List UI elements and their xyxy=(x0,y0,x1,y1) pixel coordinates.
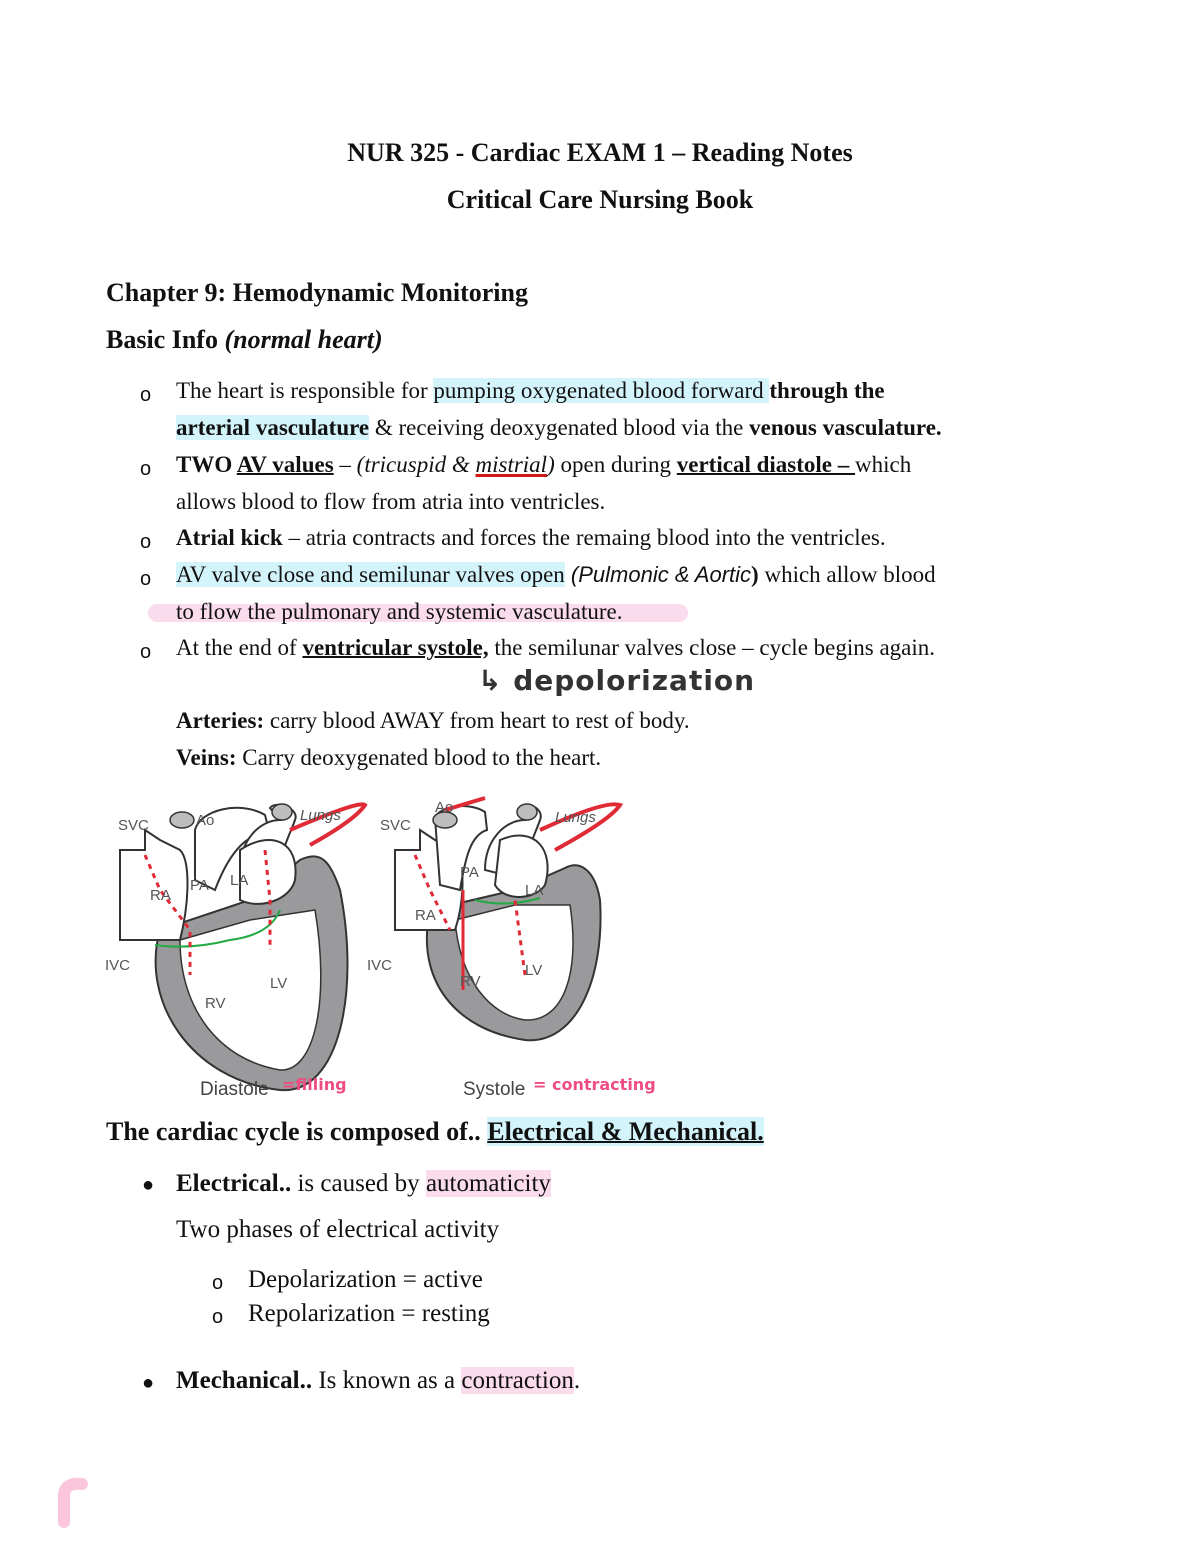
bullet-marker: o xyxy=(140,641,152,663)
two-phases-line: Two phases of electrical activity xyxy=(176,1216,500,1243)
label-lv: LV xyxy=(270,975,288,992)
bold-text: venous vasculature. xyxy=(749,415,942,440)
diastole-heart xyxy=(105,804,365,1100)
arteries-label: Arteries: xyxy=(176,708,265,733)
label-ao: Ao xyxy=(435,799,454,816)
text: is caused by xyxy=(291,1170,426,1197)
label-la: LA xyxy=(525,882,544,899)
bullet-disc: ● xyxy=(142,1372,155,1394)
bullet-2-line-2: allows blood to flow from atria into ventricles. xyxy=(176,489,606,514)
label-ao: Ao xyxy=(196,812,215,829)
label-ra: RA xyxy=(415,907,436,924)
basic-info-note: (normal heart) xyxy=(224,325,383,354)
bullet-3 xyxy=(176,525,886,551)
bold-text: ) xyxy=(751,562,759,587)
label-svc: SVC xyxy=(118,817,149,834)
electrical-label: Electrical.. xyxy=(176,1170,292,1197)
italic-text: (tricuspid & xyxy=(356,452,476,477)
text: & receiving deoxygenated blood via the xyxy=(369,415,750,440)
veins-label: Veins: xyxy=(176,745,237,770)
pen-stroke xyxy=(64,1484,82,1522)
diastole-label: Diastole xyxy=(200,1079,269,1100)
label-rv: RV xyxy=(205,995,226,1012)
aorta-opening xyxy=(517,804,537,820)
underlined-text: ventricular systole, xyxy=(302,635,489,660)
label-ra: RA xyxy=(150,887,171,904)
systole-heart xyxy=(367,798,656,1100)
text: . xyxy=(573,1367,581,1394)
pa-opening xyxy=(170,812,194,828)
bullet-marker: o xyxy=(212,1306,224,1328)
label-ivc: IVC xyxy=(367,957,393,974)
highlight-text: arterial vasculature xyxy=(176,415,370,440)
bold-text: through the xyxy=(769,378,885,403)
text: the semilunar valves close – cycle begins again. xyxy=(488,635,936,660)
bold-text: Atrial kick xyxy=(176,525,283,550)
text: open during xyxy=(554,452,677,477)
text: which allow blood xyxy=(758,562,936,587)
chapter-heading: Chapter 9: Hemodynamic Monitoring xyxy=(106,278,528,307)
handwritten-note-depolarization: ↳ depolorization xyxy=(478,664,756,697)
pink-pen-mark xyxy=(50,1470,100,1530)
label-lungs: Lungs xyxy=(555,809,596,826)
basic-info-heading xyxy=(106,325,383,355)
italic-text: ) xyxy=(547,452,555,477)
arteries-line xyxy=(176,708,690,734)
bullet-1-line-2 xyxy=(176,415,942,441)
page-subtitle: Critical Care Nursing Book xyxy=(446,185,754,214)
bold-text: TWO xyxy=(176,452,237,477)
heart-cycle-diagram xyxy=(100,790,700,1110)
cycle-text: The cardiac cycle is composed of.. xyxy=(106,1117,488,1146)
mechanical-label: Mechanical.. xyxy=(176,1367,313,1394)
text: – xyxy=(333,452,357,477)
mechanical-line xyxy=(176,1367,580,1395)
label-la: LA xyxy=(230,872,249,889)
label-svc: SVC xyxy=(380,817,411,834)
basic-info-label: Basic Info xyxy=(106,325,218,354)
phase-depolarization: Depolarization = active xyxy=(248,1266,483,1293)
label-ivc: IVC xyxy=(105,957,131,974)
electrical-line xyxy=(176,1170,551,1198)
bullet-4-line-1 xyxy=(176,562,936,588)
phase-repolarization: Repolarization = resting xyxy=(248,1300,490,1327)
systole-label: Systole xyxy=(463,1079,526,1100)
bullet-marker: o xyxy=(140,568,152,590)
label-lungs: Lungs xyxy=(300,807,341,824)
page-title: NUR 325 - Cardiac EXAM 1 – Reading Notes xyxy=(347,138,853,167)
italic-text: (Pulmonic & Aortic xyxy=(564,562,752,587)
aorta-opening xyxy=(272,804,292,820)
bullet-marker: o xyxy=(140,458,152,480)
underlined-text: AV values xyxy=(236,452,334,477)
highlight-text: AV valve close and semilunar valves open xyxy=(176,562,565,587)
label-rv: RV xyxy=(460,973,481,990)
cardiac-cycle-heading xyxy=(106,1117,764,1147)
bullet-4-line-2: to flow the pulmonary and systemic vasculature. xyxy=(176,599,623,624)
text: which xyxy=(854,452,912,477)
bullet-disc: ● xyxy=(142,1174,155,1196)
bullet-marker: o xyxy=(140,531,152,553)
underlined-text: vertical diastole – xyxy=(676,452,855,477)
handwritten-filling: =filling xyxy=(282,1075,347,1094)
label-pa: PA xyxy=(190,877,209,894)
highlight-text: automaticity xyxy=(425,1170,551,1197)
text: – atria contracts and forces the remaing blood into the ventricles. xyxy=(282,525,886,550)
cycle-underlined: Electrical & Mechanical. xyxy=(487,1117,764,1146)
bullet-1-line-1 xyxy=(176,378,885,404)
text: Is known as a xyxy=(312,1367,462,1394)
veins-text: Carry deoxygenated blood to the heart. xyxy=(236,745,602,770)
highlight-text: contraction xyxy=(461,1367,574,1394)
text: The heart is responsible for xyxy=(176,378,434,403)
handwritten-contracting: = contracting xyxy=(533,1075,656,1094)
arteries-text: carry blood AWAY from heart to rest of body. xyxy=(264,708,690,733)
red-underlined-text: mistrial xyxy=(475,452,548,477)
label-pa: PA xyxy=(460,864,479,881)
text: At the end of xyxy=(176,635,303,660)
veins-line xyxy=(176,745,601,771)
bullet-5 xyxy=(176,635,935,661)
bullet-marker: o xyxy=(140,384,152,406)
highlight-text: pumping oxygenated blood forward xyxy=(433,378,770,403)
right-atrium xyxy=(120,830,188,940)
bullet-marker: o xyxy=(212,1272,224,1294)
label-lv: LV xyxy=(525,962,543,979)
bullet-2-line-1 xyxy=(176,452,911,478)
